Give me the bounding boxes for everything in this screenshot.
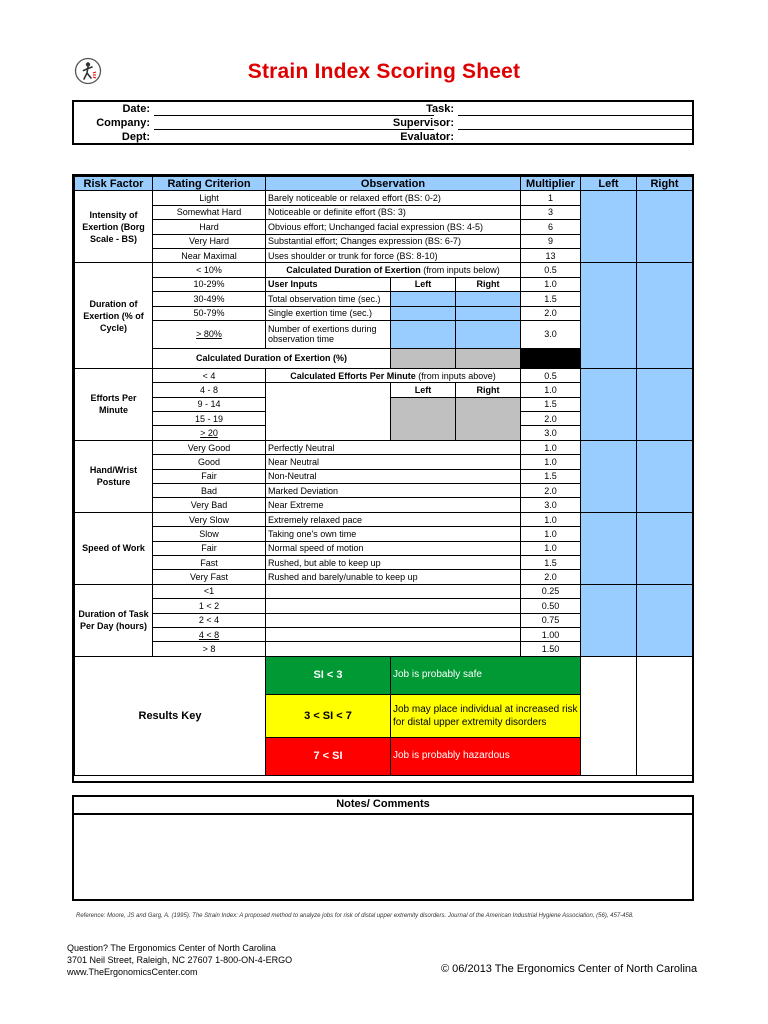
rating-cell: Slow bbox=[153, 527, 266, 541]
results-key-label: Results Key bbox=[75, 656, 266, 775]
rating-cell: > 20 bbox=[153, 426, 266, 440]
observation-cell: Rushed and barely/unable to keep up bbox=[266, 570, 521, 584]
rating-cell: Very Slow bbox=[153, 512, 266, 526]
rating-cell: Very Bad bbox=[153, 498, 266, 512]
posture-right-input[interactable] bbox=[637, 440, 693, 512]
result-range-hazardous: 7 < SI bbox=[266, 737, 391, 775]
multiplier-header: Multiplier bbox=[521, 177, 581, 191]
rating-cell: Very Good bbox=[153, 440, 266, 454]
observation-cell: Obvious effort; Unchanged facial expression (BS: 4-5) bbox=[266, 220, 521, 234]
observation-cell: Rushed, but able to keep up bbox=[266, 555, 521, 569]
rating-cell: 9 - 14 bbox=[153, 397, 266, 411]
results-left bbox=[581, 656, 637, 775]
rating-cell: 4 < 8 bbox=[153, 627, 266, 641]
task-duration-right-input[interactable] bbox=[637, 584, 693, 656]
exertion-count-left-input[interactable] bbox=[391, 320, 456, 348]
multiplier-cell: 2.0 bbox=[521, 412, 581, 426]
observation-cell: Marked Deviation bbox=[266, 484, 521, 498]
risk-factor-duration: Duration of Exertion (% of Cycle) bbox=[75, 263, 153, 369]
observation-cell: Taking one's own time bbox=[266, 527, 521, 541]
rating-cell: > 8 bbox=[153, 642, 266, 656]
observation-cell: Uses shoulder or trunk for force (BS: 8-10) bbox=[266, 248, 521, 262]
page-title: Strain Index Scoring Sheet bbox=[247, 60, 521, 83]
user-inputs-left-header: Left bbox=[391, 277, 456, 291]
observation-cell bbox=[266, 627, 521, 641]
multiplier-cell: 1.0 bbox=[521, 440, 581, 454]
user-inputs-label: User Inputs bbox=[266, 277, 391, 291]
result-text-safe: Job is probably safe bbox=[391, 656, 581, 694]
result-range-safe: SI < 3 bbox=[266, 656, 391, 694]
rating-cell: 1 < 2 bbox=[153, 599, 266, 613]
header-info-box bbox=[72, 100, 694, 145]
calc-duration-title: Calculated Duration of Exertion (from inputs below) bbox=[266, 263, 521, 277]
multiplier-cell: 0.50 bbox=[521, 599, 581, 613]
copyright: © 06/2013 The Ergonomics Center of North Carolina bbox=[441, 963, 698, 975]
rating-cell: Fair bbox=[153, 469, 266, 483]
multiplier-cell: 1.0 bbox=[521, 527, 581, 541]
multiplier-cell: 3.0 bbox=[521, 320, 581, 348]
input-label: Total observation time (sec.) bbox=[266, 292, 391, 306]
date-field[interactable] bbox=[154, 115, 434, 116]
multiplier-cell: 1.5 bbox=[521, 292, 581, 306]
rating-cell: Fair bbox=[153, 541, 266, 555]
risk-factor-posture: Hand/Wrist Posture bbox=[75, 440, 153, 512]
calc-duration-blank bbox=[521, 348, 581, 368]
table-row bbox=[75, 440, 693, 454]
dept-label: Dept: bbox=[121, 131, 150, 143]
multiplier-cell: 9 bbox=[521, 234, 581, 248]
table-header-row bbox=[75, 177, 693, 191]
risk-factor-task-duration: Duration of Task Per Day (hours) bbox=[75, 584, 153, 656]
multiplier-cell: 3.0 bbox=[521, 426, 581, 440]
multiplier-cell: 13 bbox=[521, 248, 581, 262]
observation-cell: Noticeable or definite effort (BS: 3) bbox=[266, 205, 521, 219]
evaluator-field[interactable] bbox=[458, 143, 692, 144]
calc-efforts-title: Calculated Efforts Per Minute (from inputs above) bbox=[266, 368, 521, 382]
calc-efforts-left bbox=[391, 397, 456, 440]
rating-cell: 4 - 8 bbox=[153, 383, 266, 397]
multiplier-cell: 2.0 bbox=[521, 570, 581, 584]
rating-cell: Fast bbox=[153, 555, 266, 569]
input-label: Single exertion time (sec.) bbox=[266, 306, 391, 320]
multiplier-cell: 1.5 bbox=[521, 555, 581, 569]
supervisor-label: Supervisor: bbox=[392, 117, 454, 129]
table-row bbox=[75, 512, 693, 526]
notes-title: Notes/ Comments bbox=[74, 797, 692, 815]
duration-left-input[interactable] bbox=[581, 263, 637, 369]
multiplier-cell: 1.0 bbox=[521, 541, 581, 555]
rating-cell: < 10% bbox=[153, 263, 266, 277]
result-range-moderate: 3 < SI < 7 bbox=[266, 694, 391, 737]
rating-cell: 2 < 4 bbox=[153, 613, 266, 627]
strain-index-table bbox=[72, 174, 694, 783]
supervisor-field[interactable] bbox=[458, 129, 692, 130]
observation-cell: Barely noticeable or relaxed effort (BS: 0-2) bbox=[266, 191, 521, 205]
rating-criterion-header: Rating Criterion bbox=[153, 177, 266, 191]
multiplier-cell: 0.75 bbox=[521, 613, 581, 627]
table-row bbox=[75, 263, 693, 277]
rating-cell: 30-49% bbox=[153, 292, 266, 306]
observation-cell: Substantial effort; Changes expression (BS: 6-7) bbox=[266, 234, 521, 248]
observation-cell: Normal speed of motion bbox=[266, 541, 521, 555]
multiplier-cell: 2.0 bbox=[521, 484, 581, 498]
rating-cell: > 80% bbox=[153, 320, 266, 348]
input-label: Number of exertions during observation time bbox=[266, 320, 391, 348]
rating-cell: Very Fast bbox=[153, 570, 266, 584]
multiplier-cell: 1.00 bbox=[521, 627, 581, 641]
intensity-left-input[interactable] bbox=[581, 191, 637, 263]
calc-duration-right bbox=[456, 348, 521, 368]
observation-cell: Extremely relaxed pace bbox=[266, 512, 521, 526]
observation-cell bbox=[266, 599, 521, 613]
multiplier-cell: 1.5 bbox=[521, 469, 581, 483]
reference-text: Reference: Moore, JS and Garg, A. (1995). The Strain Index: A proposed method to analyze jobs for risk of distal upper extremity disorders. Journal of the American Industrial Hygiene Association, (56), 457-458. bbox=[76, 913, 634, 919]
result-text-hazardous: Job is probably hazardous bbox=[391, 737, 581, 775]
total-time-right-input[interactable] bbox=[456, 292, 521, 306]
efforts-right-header: Right bbox=[456, 383, 521, 397]
multiplier-cell: 2.0 bbox=[521, 306, 581, 320]
observation-header: Observation bbox=[266, 177, 521, 191]
multiplier-cell: 1.0 bbox=[521, 512, 581, 526]
table-row bbox=[75, 368, 693, 382]
results-right bbox=[637, 656, 693, 775]
exertion-count-right-input[interactable] bbox=[456, 320, 521, 348]
multiplier-cell: 0.5 bbox=[521, 368, 581, 382]
footer-question: Question? The Ergonomics Center of North Carolina bbox=[67, 943, 276, 953]
multiplier-cell: 6 bbox=[521, 220, 581, 234]
evaluator-label: Evaluator: bbox=[400, 131, 454, 143]
calc-duration-pct-label: Calculated Duration of Exertion (%) bbox=[153, 348, 391, 368]
efforts-left-header: Left bbox=[391, 383, 456, 397]
scoring-grid bbox=[74, 176, 693, 776]
rating-cell: 15 - 19 bbox=[153, 412, 266, 426]
multiplier-cell: 1.50 bbox=[521, 642, 581, 656]
duration-right-input[interactable] bbox=[637, 263, 693, 369]
rating-cell: 50-79% bbox=[153, 306, 266, 320]
rating-cell: < 4 bbox=[153, 368, 266, 382]
result-text-moderate: Job may place individual at increased risk for distal upper extremity disorders bbox=[391, 694, 581, 737]
observation-cell: Non-Neutral bbox=[266, 469, 521, 483]
speed-left-input[interactable] bbox=[581, 512, 637, 584]
table-row bbox=[75, 191, 693, 205]
task-label: Task: bbox=[426, 103, 454, 115]
multiplier-cell: 3 bbox=[521, 205, 581, 219]
rating-cell: Light bbox=[153, 191, 266, 205]
user-inputs-right-header: Right bbox=[456, 277, 521, 291]
observation-cell bbox=[266, 613, 521, 627]
task-duration-left-input[interactable] bbox=[581, 584, 637, 656]
rating-cell: Bad bbox=[153, 484, 266, 498]
company-label: Company: bbox=[96, 117, 150, 129]
rating-cell: Good bbox=[153, 455, 266, 469]
multiplier-cell: 0.5 bbox=[521, 263, 581, 277]
exertion-time-right-input[interactable] bbox=[456, 306, 521, 320]
table-row bbox=[75, 656, 693, 694]
multiplier-cell: 1.0 bbox=[521, 455, 581, 469]
rating-cell: <1 bbox=[153, 584, 266, 598]
calc-duration-left bbox=[391, 348, 456, 368]
table-row bbox=[75, 584, 693, 598]
rating-cell: Hard bbox=[153, 220, 266, 234]
multiplier-cell: 1 bbox=[521, 191, 581, 205]
company-field[interactable] bbox=[154, 129, 434, 130]
left-header: Left bbox=[581, 177, 637, 191]
notes-box[interactable] bbox=[72, 795, 694, 901]
rating-cell: Somewhat Hard bbox=[153, 205, 266, 219]
efforts-left-input[interactable] bbox=[581, 368, 637, 440]
exertion-time-left-input[interactable] bbox=[391, 306, 456, 320]
right-header: Right bbox=[637, 177, 693, 191]
observation-cell bbox=[266, 584, 521, 598]
rating-cell: Near Maximal bbox=[153, 248, 266, 262]
risk-factor-efforts: Efforts Per Minute bbox=[75, 368, 153, 440]
risk-factor-header: Risk Factor bbox=[75, 177, 153, 191]
intensity-right-input[interactable] bbox=[637, 191, 693, 263]
dept-field[interactable] bbox=[154, 143, 434, 144]
calc-efforts-right bbox=[456, 397, 521, 440]
observation-cell: Perfectly Neutral bbox=[266, 440, 521, 454]
total-time-left-input[interactable] bbox=[391, 292, 456, 306]
speed-right-input[interactable] bbox=[637, 512, 693, 584]
efforts-right-input[interactable] bbox=[637, 368, 693, 440]
risk-factor-intensity: Intensity of Exertion (Borg Scale - BS) bbox=[75, 191, 153, 263]
observation-cell bbox=[266, 642, 521, 656]
posture-left-input[interactable] bbox=[581, 440, 637, 512]
efforts-blank bbox=[266, 383, 391, 441]
observation-cell: Near Neutral bbox=[266, 455, 521, 469]
footer-website[interactable]: www.TheErgonomicsCenter.com bbox=[67, 967, 198, 977]
observation-cell: Near Extreme bbox=[266, 498, 521, 512]
rating-cell: 10-29% bbox=[153, 277, 266, 291]
multiplier-cell: 1.0 bbox=[521, 383, 581, 397]
multiplier-cell: 1.0 bbox=[521, 277, 581, 291]
date-label: Date: bbox=[122, 103, 150, 115]
multiplier-cell: 1.5 bbox=[521, 397, 581, 411]
multiplier-cell: 3.0 bbox=[521, 498, 581, 512]
multiplier-cell: 0.25 bbox=[521, 584, 581, 598]
task-field[interactable] bbox=[458, 115, 692, 116]
footer-address: 3701 Neil Street, Raleigh, NC 27607 1-800-ON-4-ERGO bbox=[67, 955, 293, 965]
risk-factor-speed: Speed of Work bbox=[75, 512, 153, 584]
rating-cell: Very Hard bbox=[153, 234, 266, 248]
